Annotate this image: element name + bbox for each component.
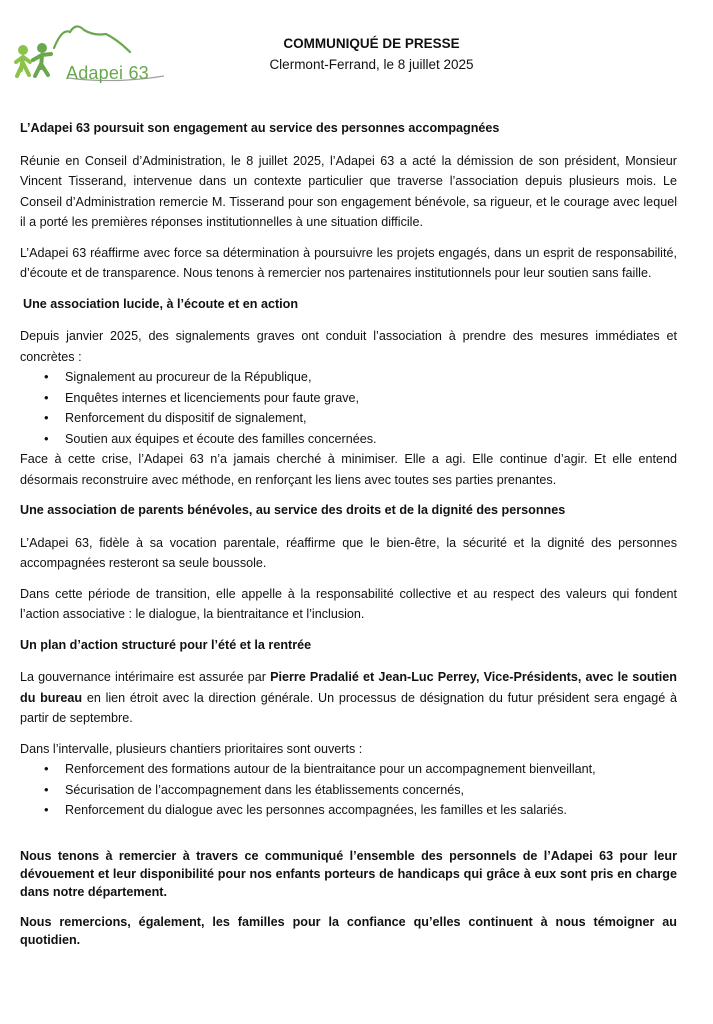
section-heading: Une association lucide, à l’écoute et en action (23, 296, 299, 311)
paragraph: Dans cette période de transition, elle appelle à la responsabilité collective et au respect des valeurs qui fondent l’action associative : le dialogue, la bientraitance et l’inclusion. (20, 586, 677, 621)
list-item: • Soutien aux équipes et écoute des familles concernées. (44, 429, 677, 450)
paragraph: L’Adapei 63 réaffirme avec force sa détermination à poursuivre les projets engagés, dans un esprit de responsabilité, d’écoute et de transparence. Nous tenons à remercier nos partenaires institutionnels pour leur soutien sans faille. (20, 245, 677, 280)
list-item: • Sécurisation de l’accompagnement dans les établissements concernés, (44, 780, 677, 801)
press-release-header (0, 36, 713, 72)
list-item: • Renforcement des formations autour de la bientraitance pour un accompagnement bienveillant, (44, 759, 677, 780)
logo-text: Adapei 63 (66, 63, 149, 83)
closing-paragraph: Nous tenons à remercier à travers ce communiqué l’ensemble des personnels de l’Adapei 63 pour leur dévouement et leur disponibilité pour nos enfants porteurs de handicaps qui grâce à eux sont pris en charge dans notre département. (20, 848, 677, 899)
dateline: Clermont-Ferrand, le 8 juillet 2025 (269, 57, 474, 72)
list-item: • Signalement au procureur de la République, (44, 367, 677, 388)
press-release-body (20, 118, 677, 949)
paragraph: Dans l’intervalle, plusieurs chantiers prioritaires sont ouverts : (20, 741, 363, 756)
section-heading: Un plan d’action structuré pour l’été et la rentrée (20, 637, 312, 652)
list-item: • Renforcement du dialogue avec les personnes accompagnées, les familles et les salariés. (44, 800, 677, 821)
paragraph: Depuis janvier 2025, des signalements graves ont conduit l’association à prendre des mesures immédiates et concrètes : (20, 329, 677, 364)
measures-list (20, 367, 677, 449)
list-item: • Enquêtes internes et licenciements pour faute grave, (44, 388, 677, 409)
paragraph (20, 667, 677, 729)
text-span: La gouvernance intérimaire est assurée par (20, 670, 271, 684)
priorities-list (20, 759, 677, 821)
document-title: COMMUNIQUÉ DE PRESSE (283, 36, 460, 51)
paragraph: L’Adapei 63, fidèle à sa vocation parentale, réaffirme que le bien-être, la sécurité et la dignité des personnes accompagnées resteront sa seule boussole. (20, 535, 677, 570)
list-item: • Renforcement du dispositif de signalement, (44, 408, 677, 429)
section-heading: Une association de parents bénévoles, au service des droits et de la dignité des personnes (20, 503, 566, 517)
paragraph: Face à cette crise, l’Adapei 63 n’a jamais cherché à minimiser. Elle a agi. Elle continue d’agir. Et elle entend désormais reconstruire avec méthode, en renforçant les liens avec toutes ses parties prenantes. (20, 452, 677, 487)
text-span: en lien étroit avec la direction générale. Un processus de désignation du futur président sera engagé à partir de septembre. (20, 690, 677, 725)
closing-paragraph: Nous remercions, également, les familles pour la confiance qu’elles continuent à nous témoigner au quotidien. (20, 914, 677, 947)
bold-text-span: Pierre Pradalié et Jean-Luc Perrey, Vice-Présidents, avec le soutien du bureau (20, 670, 677, 705)
paragraph: Réunie en Conseil d’Administration, le 8 juillet 2025, l’Adapei 63 a acté la démission de son président, Monsieur Vincent Tisserand, intervenue dans un contexte particulier que traverse l’association depuis plusieurs mois. Le Conseil d’Administration remercie M. Tisserand pour son engagement bénévole, sa rigueur, et le courage avec lequel il a porté les premières réponses institutionnelles à une situation difficile. (20, 153, 677, 229)
section-heading: L’Adapei 63 poursuit son engagement au service des personnes accompagnées (20, 121, 500, 135)
